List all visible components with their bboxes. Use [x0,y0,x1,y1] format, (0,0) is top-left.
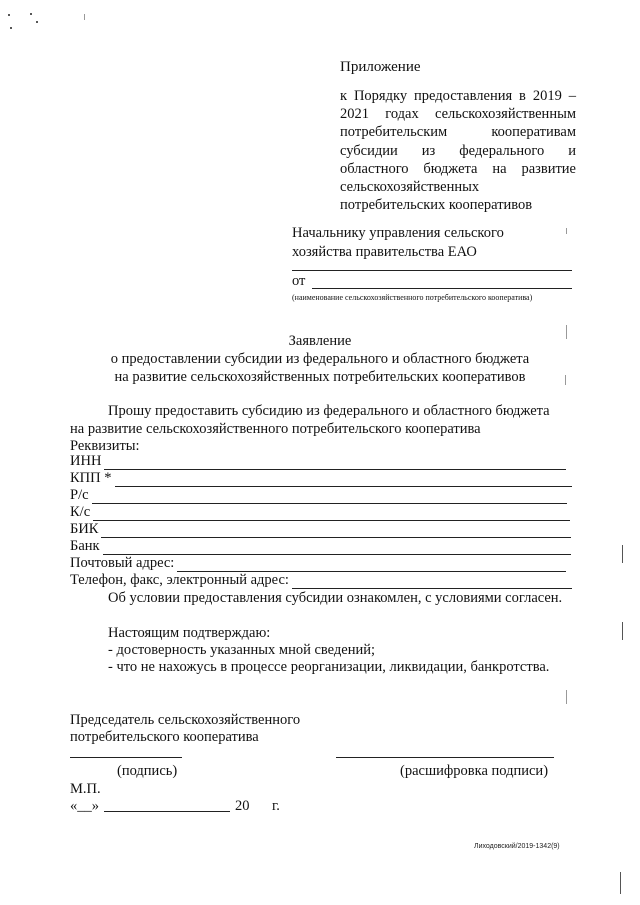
field-postal-address [70,554,566,572]
field-contacts [70,571,572,589]
field-blank-line [177,557,566,572]
field-blank-line [104,455,566,470]
field-label: Почтовый адрес: [70,555,175,571]
field-blank-line [115,472,573,487]
field-label: Телефон, факс, электронный адрес: [70,572,289,588]
field-bank [70,537,571,555]
confirm-label: Настоящим подтверждаю: [108,625,271,641]
scan-dot [8,14,10,16]
addressee-blank-line [292,270,572,271]
signature-blank-line [70,757,182,758]
field-label: Р/с [70,487,89,503]
statement-subtitle-1: о предоставлении субсидии из федерального и областного бюджета [110,351,530,367]
from-label: от [292,273,306,289]
scan-dot [36,21,38,23]
scan-mark [84,14,85,20]
scan-dot [30,13,32,15]
signature-label: (подпись) [117,763,178,779]
field-rs [70,486,567,504]
statement-title: Заявление [288,333,352,349]
document-code: Лиходовский/2019-1342(9) [474,843,560,850]
request-line-1: Прошу предоставить субсидию из федерального и областного бюджета [108,403,550,419]
appendix-text: к Порядку предоставления в 2019 – 2021 годах сельскохозяйственным потребительским кооперативам субсидии из федерального и областного бюджета на развитие сельскохозяйственных потребительских кооперативов [340,88,576,214]
confirm-item-1: - достоверность указанных мной сведений; [108,642,376,658]
conditions-text: Об условии предоставления субсидии ознакомлен, с условиями согласен. [108,590,563,606]
chairman-line-1: Председатель сельскохозяйственного [70,712,301,728]
requisites-label: Реквизиты: [70,438,140,454]
field-blank-line [101,523,571,538]
date-year-suffix: г. [272,798,280,814]
date-day-quote: «__» [70,798,99,814]
date-year-prefix: 20 [235,798,250,814]
decoding-blank-line [336,757,554,758]
request-line-2: на развитие сельскохозяйственного потребительского кооператива [70,421,481,437]
field-inn [70,452,566,470]
decoding-label: (расшифровка подписи) [400,763,549,779]
date-month-blank-line [104,811,230,812]
scan-dot [10,27,12,29]
field-bik [70,520,571,538]
addressee-line-1: Начальнику управления сельского [292,225,504,241]
statement-subtitle-2: на развитие сельскохозяйственных потребительских кооперативов [114,369,526,385]
confirm-item-2: - что не нахожусь в процессе реорганизации, ликвидации, банкротства. [108,659,550,675]
field-label: Банк [70,538,100,554]
field-label: БИК [70,521,99,537]
addressee-block [292,224,572,262]
from-note: (наименование сельскохозяйственного потребительского кооператива) [292,293,533,302]
field-kpp [70,469,572,487]
scan-mark [620,872,621,894]
field-blank-line [103,540,571,555]
field-blank-line [292,574,572,589]
chairman-line-2: потребительского кооператива [70,729,259,745]
field-blank-line [92,489,567,504]
appendix-title: Приложение [340,59,421,75]
field-label: К/с [70,504,91,520]
field-label: ИНН [70,453,102,469]
from-blank-line [312,288,572,289]
stamp-label: М.П. [70,781,101,797]
field-blank-line [93,506,570,521]
scan-mark [622,622,623,640]
scan-mark [566,690,567,704]
field-ks [70,503,570,521]
field-label: КПП * [70,470,112,486]
addressee-line-2: хозяйства правительства ЕАО [292,244,477,260]
scan-mark [622,545,623,563]
